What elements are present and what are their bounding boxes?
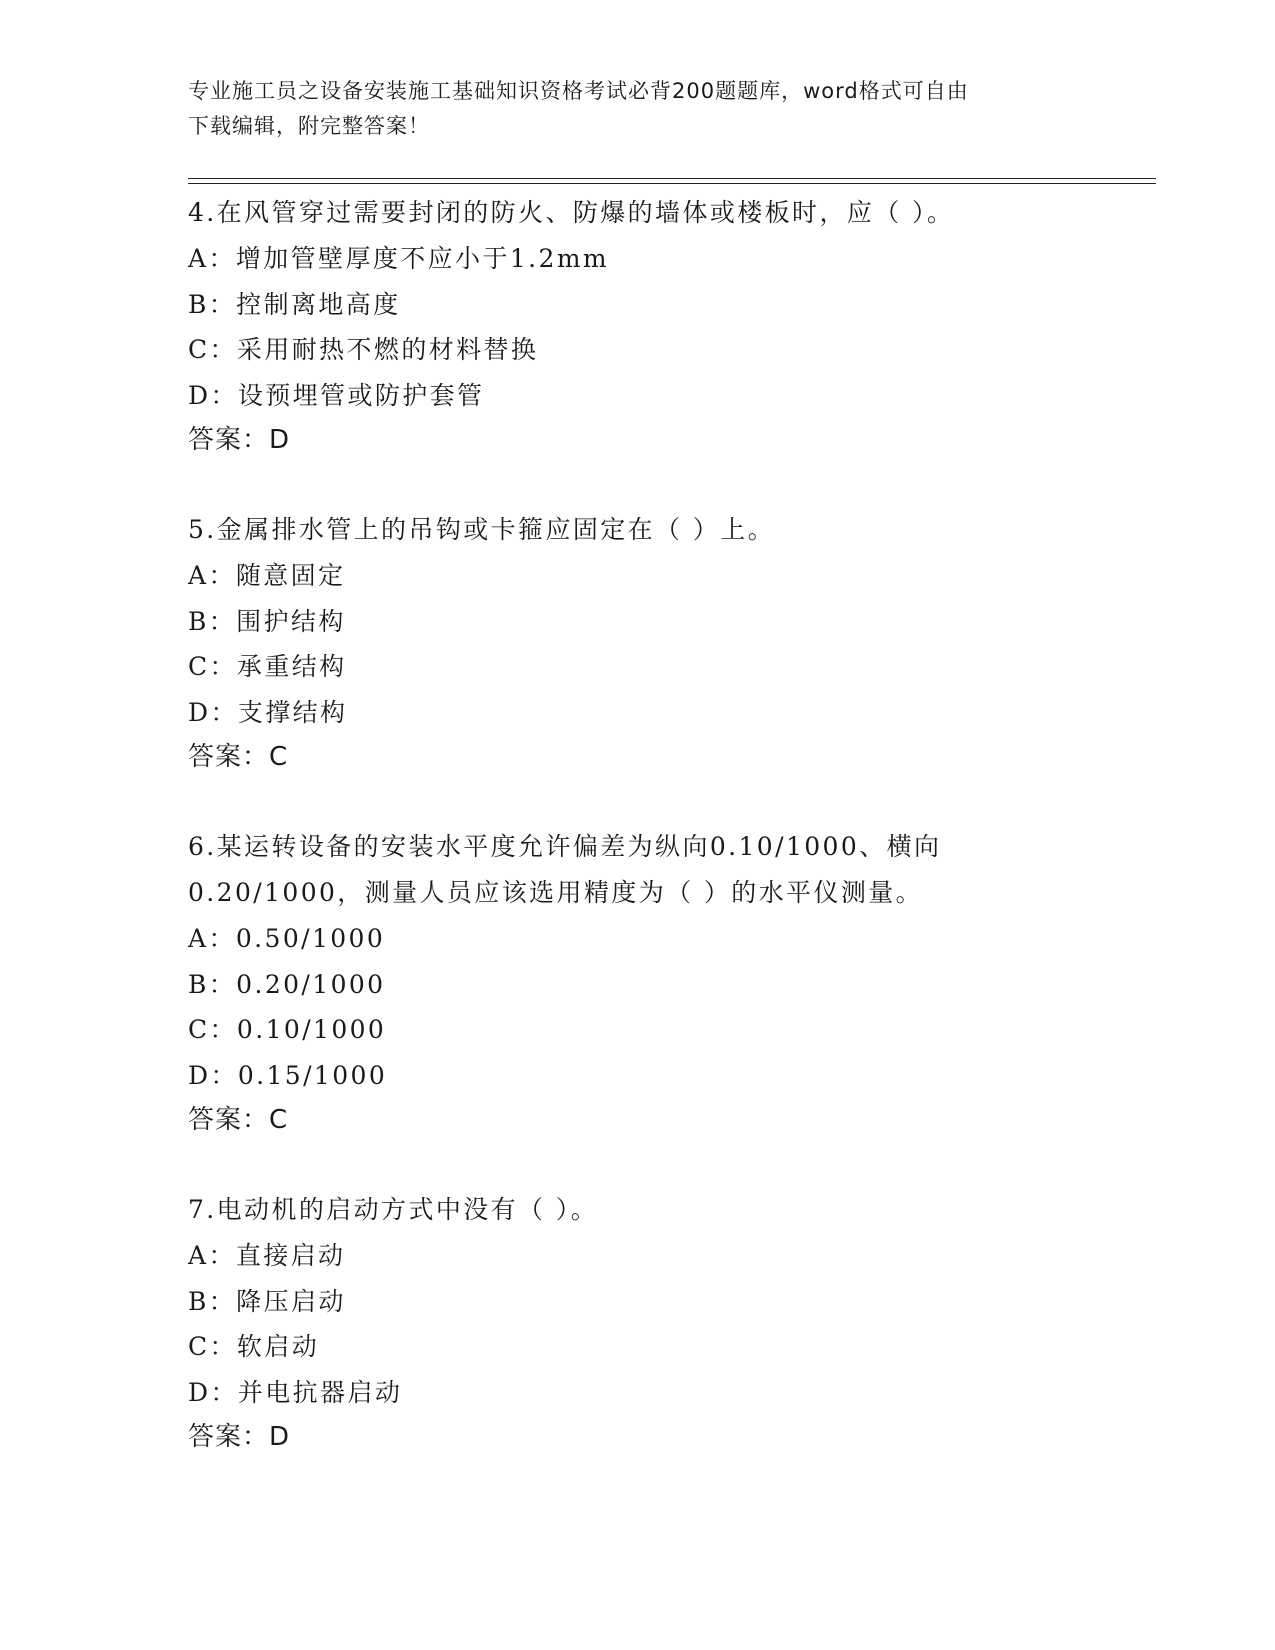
question-spacer <box>188 780 1088 824</box>
question-block <box>188 824 1088 1143</box>
answer-option: A：直接启动 <box>188 1241 346 1270</box>
answer-option: D：并电抗器启动 <box>188 1377 403 1407</box>
answer-option: D：设预埋管或防护套管 <box>188 380 485 410</box>
header-line-2: 下载编辑，附完整答案！ <box>188 114 430 138</box>
answer-key: 答案：C <box>188 742 289 772</box>
answer-option: A：0.50/1000 <box>188 924 386 953</box>
answer-option: B：0.20/1000 <box>188 969 386 999</box>
question-stem: 7.电动机的启动方式中没有（ ）。 <box>188 1195 599 1224</box>
header-divider-bottom <box>188 183 1156 184</box>
answer-option: D：0.15/1000 <box>188 1060 388 1090</box>
answer-key: 答案：D <box>188 425 291 455</box>
header-line-1: 专业施工员之设备安装施工基础知识资格考试必背200题题库，word格式可自由 <box>188 79 969 103</box>
answer-key: 答案：D <box>188 1422 291 1452</box>
answer-option: B：降压启动 <box>188 1286 346 1316</box>
document-header <box>188 74 1068 144</box>
answer-option: C：采用耐热不燃的材料替换 <box>188 335 539 364</box>
header-divider-top <box>188 178 1156 179</box>
answer-option: B：控制离地高度 <box>188 289 401 319</box>
answer-option: A：随意固定 <box>188 561 346 590</box>
answer-option: B：围护结构 <box>188 606 346 636</box>
question-list <box>188 190 1088 1460</box>
question-block <box>188 190 1088 463</box>
question-block <box>188 1187 1088 1460</box>
answer-option: C：0.10/1000 <box>188 1015 387 1044</box>
question-block <box>188 507 1088 780</box>
answer-option: C：承重结构 <box>188 652 347 681</box>
answer-option: A：增加管壁厚度不应小于1.2mm <box>188 244 610 273</box>
question-stem: 4.在风管穿过需要封闭的防火、防爆的墙体或楼板时，应（ ）。 <box>188 198 955 227</box>
question-spacer <box>188 463 1088 507</box>
question-stem: 0.20/1000，测量人员应该选用精度为（ ）的水平仪测量。 <box>188 878 924 907</box>
question-stem: 6.某运转设备的安装水平度允许偏差为纵向0.10/1000、横向 <box>188 832 942 861</box>
question-spacer <box>188 1143 1088 1187</box>
answer-key: 答案：C <box>188 1105 289 1135</box>
question-stem: 5.金属排水管上的吊钩或卡箍应固定在（ ）上。 <box>188 515 776 544</box>
answer-option: C：软启动 <box>188 1332 320 1361</box>
answer-option: D：支撑结构 <box>188 697 348 727</box>
